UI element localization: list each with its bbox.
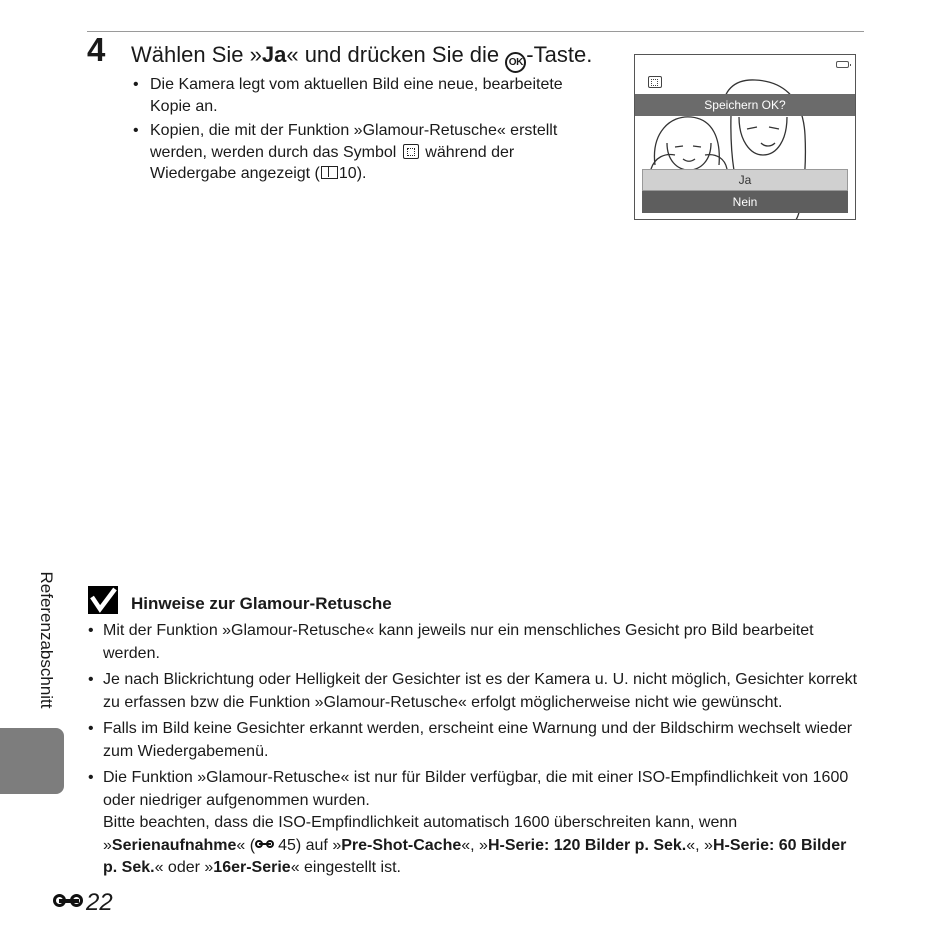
note-text: «, » (461, 836, 488, 854)
note-bold: Serienaufnahme (111, 836, 237, 854)
step-bullet: • Die Kamera legt vom aktuellen Bild eine neue, bearbeitete Kopie an. (131, 74, 601, 117)
reference-section-icon (53, 893, 85, 909)
top-rule (87, 31, 864, 32)
note-item: • Falls im Bild keine Gesichter erkannt werden, erscheint eine Warnung und der Bildschirm wechselt wieder zum Wiedergabemenü. (88, 718, 864, 763)
camera-screen-illustration (634, 54, 856, 220)
note-bold: H-Serie: 120 Bilder p. Sek. (487, 836, 687, 854)
book-reference-icon (321, 166, 338, 179)
page-number (53, 888, 113, 918)
retouch-icon (403, 144, 419, 159)
note-bold: 16er-Serie (213, 859, 291, 876)
battery-icon (836, 61, 849, 68)
note-item: • Mit der Funktion »Glamour-Retusche« kann jeweils nur ein menschliches Gesicht pro Bild bearbeitet werden. (88, 620, 864, 665)
step-bullets (131, 74, 601, 188)
note-text: Die Funktion »Glamour-Retusche« ist nur für Bilder verfügbar, die mit einer ISO-Empfindlichkeit von 1600 oder niedriger aufgenommen wurden. (103, 769, 849, 809)
retouch-icon (648, 76, 662, 88)
note-item (88, 767, 864, 880)
notes-title: Hinweise zur Glamour-Retusche (131, 594, 392, 613)
note-bold: Pre-Shot-Cache (341, 836, 462, 854)
step-bullet (131, 120, 601, 185)
step-title-part1: Wählen Sie » (131, 42, 262, 67)
reference-section-icon (255, 838, 277, 850)
note-text: « eingestellt ist. (290, 859, 401, 876)
step-bullet-text: während der Wiedergabe angezeigt ( (150, 143, 515, 182)
step-title-part3: -Taste. (526, 42, 593, 67)
step-title-part2: « und drücken Sie die (286, 42, 500, 67)
step-bullet-text: 10). (338, 165, 367, 182)
ok-button-icon: OK (505, 52, 526, 73)
page-number-text: 22 (86, 889, 113, 916)
note-text: 45 (278, 836, 296, 854)
step-bullet-text: Kopien, die mit der Funktion »Glamour-Retusche« erstellt werden, werden durch das Symbol (150, 122, 558, 161)
note-item: • Je nach Blickrichtung oder Helligkeit der Gesichter ist es der Kamera u. U. nicht möglich, Gesichter korrekt zu erfassen bzw die Funktion »Glamour-Retusche« erfolgt möglicherweise nicht wie gewünscht. (88, 669, 864, 714)
notes-list (88, 620, 864, 884)
option-no: Nein (642, 191, 848, 213)
step-title (131, 40, 592, 73)
step-number: 4 (87, 31, 106, 68)
section-tab-marker (0, 728, 64, 794)
dialog-title: Speichern OK? (635, 94, 855, 116)
note-bold: H-Serie: 60 Bilder p. Sek. (103, 836, 847, 876)
note-text: Bitte beachten, dass die ISO-Empfindlichkeit automatisch 1600 überschreiten kann, wenn » (103, 814, 738, 854)
note-text: ) auf » (295, 836, 342, 854)
step-title-bold: Ja (261, 42, 287, 67)
note-text: « oder » (154, 859, 214, 876)
option-yes: Ja (642, 169, 848, 191)
note-text: « ( (236, 836, 256, 854)
section-tab-label: Referenzabschnitt (37, 571, 56, 709)
checkmark-icon (88, 586, 118, 614)
note-text: «, » (686, 836, 713, 854)
